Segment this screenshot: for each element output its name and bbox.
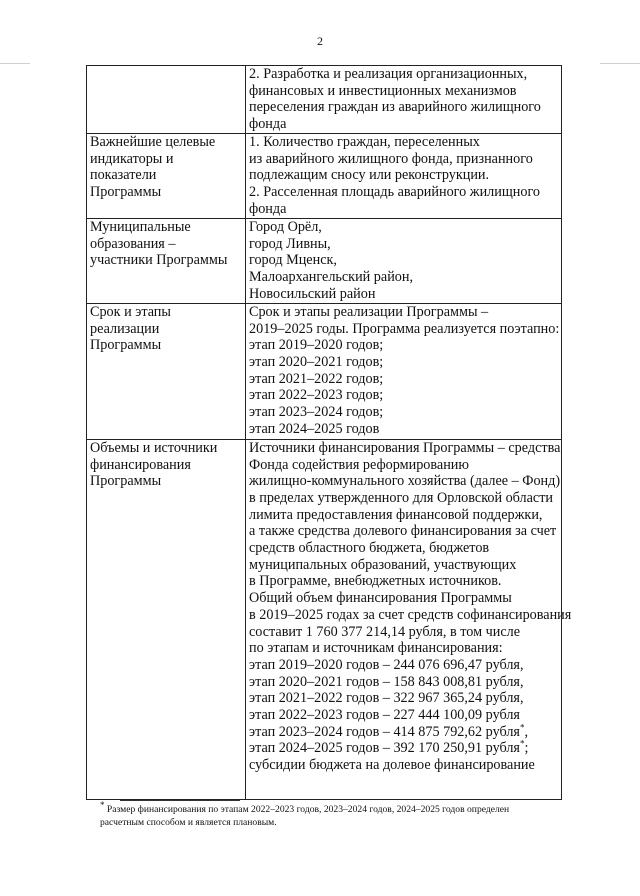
row-content-text: жилищно-коммунального хозяйства (далее – Фонд)	[249, 473, 561, 490]
row-content-text: по этапам и источникам финансирования:	[249, 640, 503, 657]
table-row	[87, 439, 562, 799]
row-label-cell	[87, 66, 246, 134]
footnote-separator	[120, 800, 240, 801]
row-content-text: Общий объем финансирования Программы	[249, 590, 512, 607]
row-content-line	[249, 606, 572, 624]
row-content-text: этап 2023–2024 годов – 414 875 792,62 рубля	[249, 723, 520, 740]
row-label-line: реализации	[90, 320, 160, 337]
program-passport-table	[86, 65, 572, 800]
row-content-line	[249, 99, 558, 116]
row-content-text: муниципальных образований, участвующих	[249, 556, 517, 573]
row-content-line	[249, 371, 558, 388]
row-content-line	[249, 473, 561, 490]
row-content-line	[249, 404, 558, 421]
row-content-line	[249, 724, 558, 741]
row-content-text: этап 2022–2023 годов;	[249, 387, 384, 404]
row-content-text: этап 2020–2021 годов – 158 843 008,81 рубля,	[249, 673, 524, 690]
row-content-text: 2019–2025 годы. Программа реализуется поэтапно:	[249, 320, 560, 337]
row-content-text: фонда	[249, 200, 287, 217]
row-content-line	[249, 219, 558, 236]
row-content-cell	[246, 218, 562, 303]
row-content-line	[249, 507, 558, 524]
row-content-line	[249, 490, 558, 507]
row-content-line	[249, 354, 558, 371]
table-row	[87, 133, 562, 218]
table-row	[87, 218, 562, 303]
row-content-line	[249, 439, 561, 457]
row-content-line	[249, 321, 558, 338]
row-content-text: субсидии бюджета на долевое финансирование	[249, 757, 535, 774]
row-content-line	[249, 657, 558, 674]
row-content-line	[249, 337, 558, 354]
row-content-cell	[246, 303, 562, 439]
row-content-text: переселения граждан из аварийного жилищного	[249, 99, 541, 116]
row-label-cell	[87, 133, 246, 218]
footnote-line-text: Размер финансирования по этапам 2022–2023 годов, 2023–2024 годов, 2024–2025 годов определен	[106, 804, 510, 815]
row-label-line: образования –	[90, 235, 176, 252]
row-content-line	[249, 640, 558, 657]
row-content-line	[249, 236, 558, 253]
row-content-text: город Ливны,	[249, 235, 331, 252]
row-content-line	[249, 66, 558, 83]
row-content-text: этап 2021–2022 годов;	[249, 370, 384, 387]
row-content-text: из аварийного жилищного фонда, признанного	[249, 150, 533, 167]
table-row	[87, 303, 562, 439]
row-content-text: финансовых и инвестиционных механизмов	[249, 82, 517, 99]
row-content-text: этап 2019–2020 годов – 244 076 696,47 рубля,	[249, 656, 524, 673]
row-content-text: этап 2021–2022 годов – 322 967 365,24 рубля,	[249, 690, 524, 707]
row-content-text: а также средства долевого финансирования за счет	[249, 523, 557, 540]
row-content-line	[249, 573, 558, 590]
row-content-line	[249, 674, 558, 691]
footnote	[100, 799, 620, 829]
footnote-reference: *,	[519, 722, 529, 740]
row-content-line	[249, 116, 558, 133]
row-content-line	[249, 286, 558, 303]
row-content-text: в 2019–2025 годах за счет средств софинансирования	[249, 606, 572, 623]
row-content-line	[249, 134, 558, 151]
row-content-text: Фонда содействия реформированию	[249, 456, 469, 473]
footnote-mark: *	[100, 799, 105, 810]
row-content-text: Срок и этапы реализации Программы –	[249, 303, 489, 320]
table-row	[87, 66, 562, 134]
row-content-line	[249, 540, 558, 557]
row-content-line	[249, 304, 558, 321]
row-content-text: этап 2022–2023 годов – 227 444 100,09 рубля	[249, 707, 520, 724]
row-content-text: Источники финансирования Программы – средства	[249, 439, 561, 456]
scan-line-right	[600, 63, 640, 64]
page-number: 2	[317, 34, 323, 48]
row-content-text: подлежащим сносу или реконструкции.	[249, 167, 490, 184]
row-content-line	[249, 624, 558, 641]
row-content-text: в пределах утвержденного для Орловской области	[249, 489, 554, 506]
row-content-text: 2. Разработка и реализация организационных,	[249, 66, 528, 82]
row-content-text: лимита предоставления финансовой поддержки,	[249, 506, 543, 523]
row-content-text: этап 2019–2020 годов;	[249, 337, 384, 354]
row-content-text: Малоархангельский район,	[249, 268, 414, 285]
row-content-line	[249, 690, 558, 707]
row-content-text: составит 1 760 377 214,14 рубля, в том числе	[249, 623, 520, 640]
row-label-line: Важнейшие целевые	[90, 133, 216, 150]
row-content-text: в Программе, внебюджетных источников.	[249, 573, 502, 590]
row-label-cell	[87, 439, 246, 799]
row-content-text: этап 2023–2024 годов;	[249, 404, 384, 421]
footnote-line	[100, 799, 620, 816]
footnote-line: расчетным способом и является плановым.	[100, 817, 277, 828]
row-label-line: индикаторы и	[90, 150, 174, 167]
row-content-line	[249, 252, 558, 269]
row-content-line	[249, 523, 558, 540]
row-label-line: Программы	[90, 183, 162, 200]
row-content-line	[249, 167, 558, 184]
row-content-text: фонда	[249, 116, 287, 133]
row-content-line	[249, 83, 558, 100]
row-content-text: Город Орёл,	[249, 218, 322, 235]
row-content-line	[249, 757, 558, 774]
row-content-text: город Мценск,	[249, 252, 337, 269]
row-label-line: финансирования	[90, 456, 191, 473]
row-content-text: 2. Расселенная площадь аварийного жилищного	[249, 183, 541, 200]
row-label-line: участники Программы	[90, 252, 228, 269]
row-label-line: Срок и этапы	[90, 303, 171, 320]
row-label-line: Объемы и источники	[90, 439, 218, 456]
row-content-text: средств областного бюджета, бюджетов	[249, 540, 490, 557]
row-content-line	[249, 387, 558, 404]
row-content-line	[249, 151, 558, 168]
row-label-line: Программы	[90, 337, 162, 354]
scan-line-left	[0, 63, 30, 64]
row-content-line	[249, 457, 558, 474]
row-content-cell	[246, 66, 562, 134]
row-content-cell	[246, 439, 572, 799]
row-content-text: этап 2020–2021 годов;	[249, 353, 384, 370]
row-content-text: 1. Количество граждан, переселенных	[249, 133, 480, 150]
row-content-line	[249, 421, 558, 438]
row-label-cell	[87, 303, 246, 439]
row-content-line	[249, 201, 558, 218]
row-content-line	[249, 707, 558, 724]
row-label-line: Программы	[90, 473, 162, 490]
row-label-cell	[87, 218, 246, 303]
row-content-line	[249, 269, 558, 286]
row-content-cell	[246, 133, 562, 218]
row-content-text: этап 2024–2025 годов	[249, 420, 380, 437]
row-content-line	[249, 184, 558, 201]
row-content-line	[249, 557, 558, 574]
row-content-text: Новосильский район	[249, 285, 376, 302]
row-label-line: Муниципальные	[90, 218, 191, 235]
row-content-text: этап 2024–2025 годов – 392 170 250,91 рубля	[249, 740, 520, 757]
row-content-line	[249, 590, 558, 607]
row-label-line: показатели	[90, 167, 157, 184]
row-content-line	[249, 740, 558, 757]
footnote-reference: *;	[519, 738, 529, 757]
